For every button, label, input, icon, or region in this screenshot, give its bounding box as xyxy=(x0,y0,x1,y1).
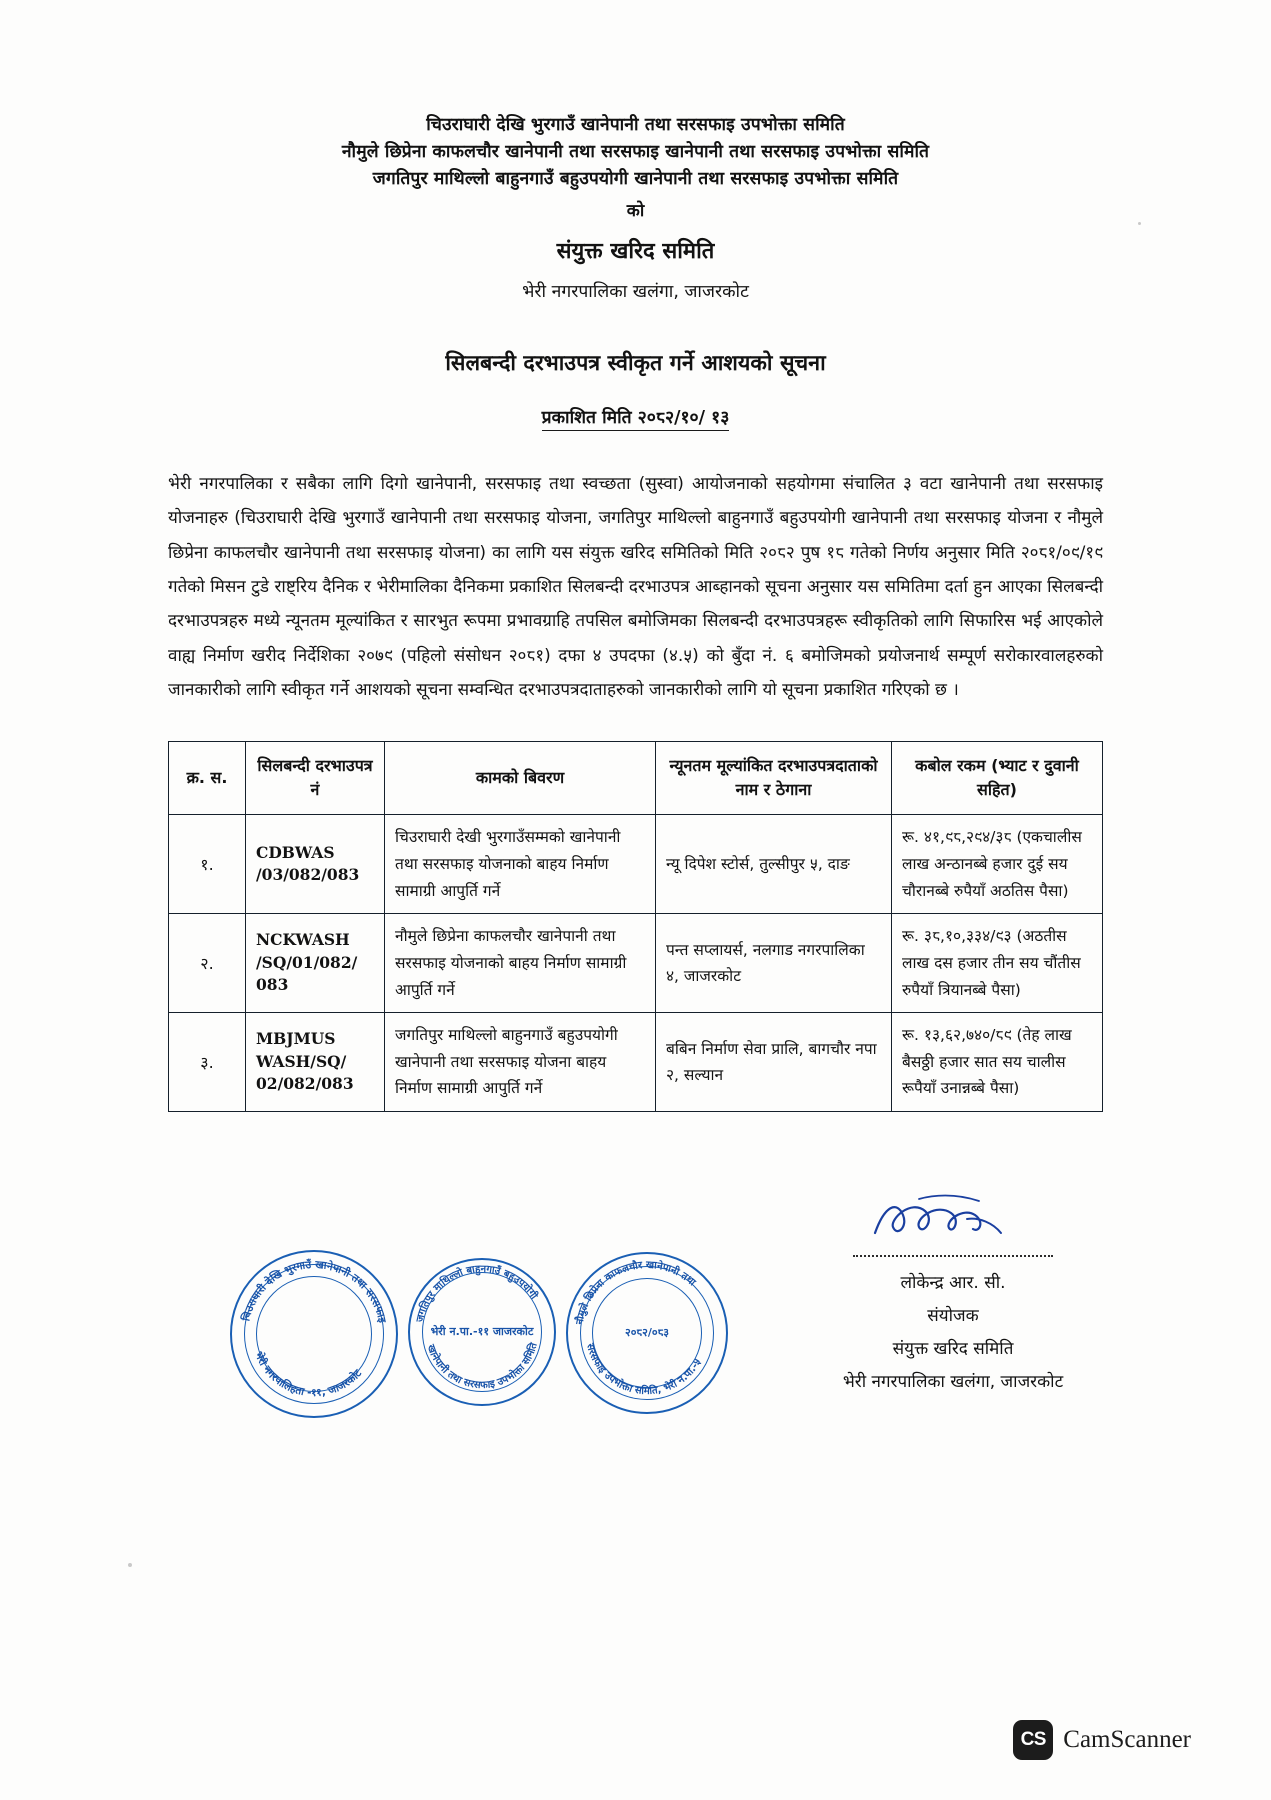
camscanner-brand-text: CamScanner xyxy=(1063,1726,1191,1753)
svg-text:चिउराघारी देखि भुरगाउँ खानेपान: चिउराघारी देखि भुरगाउँ खानेपानी तथा सरसफाइ xyxy=(240,1258,388,1324)
svg-text:खानेपानी तथा सरसफाइ उपभोक्ता स: खानेपानी तथा सरसफाइ उपभोक्ता समिति xyxy=(424,1341,540,1392)
cell-work-description: चिउराघारी देखी भुरगाउँसम्मको खानेपानी तथा सरसफाइ योजनाको बाहय निर्माण सामाग्री आपुर्ति गर्ने xyxy=(385,815,656,914)
cell-work-description: जगतिपुर माथिल्लो बाहुनगाउँ बहुउपयोगी खानेपानी तथा सरसफाइ योजना बाहय निर्माण सामाग्री आपुर्ति गर्ने xyxy=(385,1013,656,1112)
published-date xyxy=(0,405,1271,429)
cell-serial: २. xyxy=(169,914,246,1013)
document-header xyxy=(0,112,1271,306)
cell-amount: रू. ३८,१०,३३४/९३ (अठतीस लाख दस हजार तीन सय चौंतीस रुपैयाँ त्रियानब्बे पैसा) xyxy=(892,914,1103,1013)
th-serial: क्र. स. xyxy=(169,742,246,815)
th-work-description: कामको बिवरण xyxy=(385,742,656,815)
stamp-center-text: भेरी न.पा.-११ जाजरकोट xyxy=(430,1324,534,1338)
handwritten-signature xyxy=(803,1195,1103,1253)
signature-block xyxy=(803,1195,1103,1400)
table-row xyxy=(169,1013,1103,1112)
cell-amount: रू. ४१,९८,२९४/३८ (एकचालीस लाख अन्ठानब्बे हजार दुई सय चौरानब्बे रुपैयाँ अठतिस पैसा) xyxy=(892,815,1103,914)
signatory-name: लोकेन्द्र आर. सी. xyxy=(900,1273,1006,1293)
svg-text:भेरी नगरपालिहता -११, जाजरकोट: भेरी नगरपालिहता -११, जाजरकोट xyxy=(252,1349,365,1399)
org-line-3: जगतिपुर माथिल्लो बाहुनगाउँ बहुउपयोगी खानेपानी तथा सरसफाइ उपभोक्ता समिति xyxy=(372,169,899,190)
stamp-jagatipur-icon xyxy=(566,1252,728,1414)
tender-table xyxy=(168,741,1103,1112)
table-header-row xyxy=(169,742,1103,815)
table-row xyxy=(169,815,1103,914)
cell-bidder: बबिन निर्माण सेवा प्रालि, बागचौर नपा २, सल्यान xyxy=(656,1013,892,1112)
notice-title: सिलबन्दी दरभाउपत्र स्वीकृत गर्ने आशयको सूचना xyxy=(445,350,826,376)
cell-amount: रू. १३,६२,७४०/८९ (तेह लाख बैसठ्ठी हजार सात सय चालीस रूपैयाँ उनान्नब्बे पैसा) xyxy=(892,1013,1103,1112)
signature-line xyxy=(853,1253,1053,1257)
committee-name: संयुक्त खरिद समिति xyxy=(556,238,715,264)
cell-tender-no: NCKWASH /SQ/01/082/ 083 xyxy=(246,914,385,1013)
th-quoted-amount: कबोल रकम (भ्याट र दुवानी सहित) xyxy=(892,742,1103,815)
camscanner-logo-icon: CS xyxy=(1013,1720,1053,1760)
cell-serial: ३. xyxy=(169,1013,246,1112)
stamp-bheri-municipality-icon xyxy=(408,1258,556,1406)
tender-table-wrap xyxy=(168,741,1103,1112)
signatory-designation: संयोजक xyxy=(927,1306,979,1327)
svg-text:सरसफाइ उपभोक्ता समिति, भेरी न.: सरसफाइ उपभोक्ता समिति, भेरी न.पा.-५ xyxy=(584,1342,704,1398)
published-date-text: प्रकाशित मिति २०८२/१०/ १३ xyxy=(542,408,730,431)
connector-ko: को xyxy=(626,201,645,222)
cell-work-description: नौमुले छिप्रेना काफलचौर खानेपानी तथा सरसफाइ योजनाको बाहय निर्माण सामाग्री आपुर्ति गर्ने xyxy=(385,914,656,1013)
svg-text:नौमुले छिप्रेना काफलचौर खानेपा: नौमुले छिप्रेना काफलचौर खानेपानी तथा xyxy=(574,1259,698,1326)
th-bidder-name-address: न्यूनतम मूल्यांकित दरभाउपत्रदाताको नाम र ठेगाना xyxy=(656,742,892,815)
table-row xyxy=(169,914,1103,1013)
body-paragraph: भेरी नगरपालिका र सबैका लागि दिगो खानेपानी, सरसफाइ तथा स्वच्छता (सुस्वा) आयोजनाको सहयोगमा संचालित ३ वटा खानेपानी तथा सरसफाइ योजनाहरु (चिउराघारी देखि भुरगाउँ खानेपानी तथा सरसफाइ योजना, जगतिपुर माथिल्लो बाहुनगाउँ बहुउपयोगी खानेपानी तथा सरसफाइ योजना र नौमुले छिप्रेना काफलचौर खानेपानी तथा सरसफाइ योजना) का लागि यस संयुक्त खरिद समितिको मिति २०८२ पुष १८ गतेको निर्णय अनुसार मिति २०८१/०९/१९ गतेको मिसन टुडे राष्ट्रिय दैनिक र भेरीमालिका दैनिकमा प्रकाशित सिलबन्दी दरभाउपत्र आब्हानको सूचना अनुसार यस समितिमा दर्ता हुन आएका सिलबन्दी दरभाउपत्रहरु मध्ये न्यूनतम मूल्यांकित र सारभुत रूपमा प्रभावग्राहि तपसिल बमोजिमका सिलबन्दी दरभाउपत्रहरू स्वीकृतिको लागि सिफारिस भई आएकोले वाह्य निर्माण खरीद निर्देशिका २०७९ (पहिलो संसोधन २०८१) दफा ४ उपदफा (४.५) को बुँदा नं. ६ बमोजिमको प्रयोजनार्थ सम्पूर्ण सरोकारवालहरुको जानकारीको लागि स्वीकृत गर्ने आशयको सूचना सम्वन्धित दरभाउपत्रदाताहरुको जानकारीको लागि यो सूचना प्रकाशित गरिएको छ । xyxy=(168,473,1103,700)
cell-serial: १. xyxy=(169,815,246,914)
signatory-office: भेरी नगरपालिका खलंगा, जाजरकोट xyxy=(842,1372,1064,1393)
stamp-chiuraghari-icon xyxy=(230,1250,398,1418)
scan-speck xyxy=(128,1563,132,1567)
camscanner-watermark xyxy=(1013,1720,1191,1760)
th-tender-no: सिलबन्दी दरभाउपत्र नं xyxy=(246,742,385,815)
official-stamps xyxy=(230,1240,750,1420)
org-line-2: नौमुले छिप्रेना काफलचौर खानेपानी तथा सरसफाइ खानेपानी तथा सरसफाइ उपभोक्ता समिति xyxy=(341,142,930,163)
cell-tender-no: CDBWAS /03/082/083 xyxy=(246,815,385,914)
cell-bidder: पन्त सप्लायर्स, नलगाड नगरपालिका ४, जाजरकोट xyxy=(656,914,892,1013)
signatory-committee: संयुक्त खरिद समिति xyxy=(892,1339,1014,1360)
stamp-center-text: २०८२/०८३ xyxy=(624,1325,670,1339)
cell-bidder: न्यू दिपेश स्टोर्स, तुल्सीपुर ५, दाङ xyxy=(656,815,892,914)
office-address: भेरी नगरपालिका खलंगा, जाजरकोट xyxy=(522,281,749,302)
org-line-1: चिउराघारी देखि भुरगाउँ खानेपानी तथा सरसफाइ उपभोक्ता समिति xyxy=(426,115,845,135)
svg-text:जगतिपुर माथिल्लो बाहुनगाउँ बहु: जगतिपुर माथिल्लो बाहुनगाउँ बहुउपयोगी xyxy=(414,1263,540,1324)
scan-speck xyxy=(1138,222,1141,225)
cell-tender-no: MBJMUS WASH/SQ/ 02/082/083 xyxy=(246,1013,385,1112)
